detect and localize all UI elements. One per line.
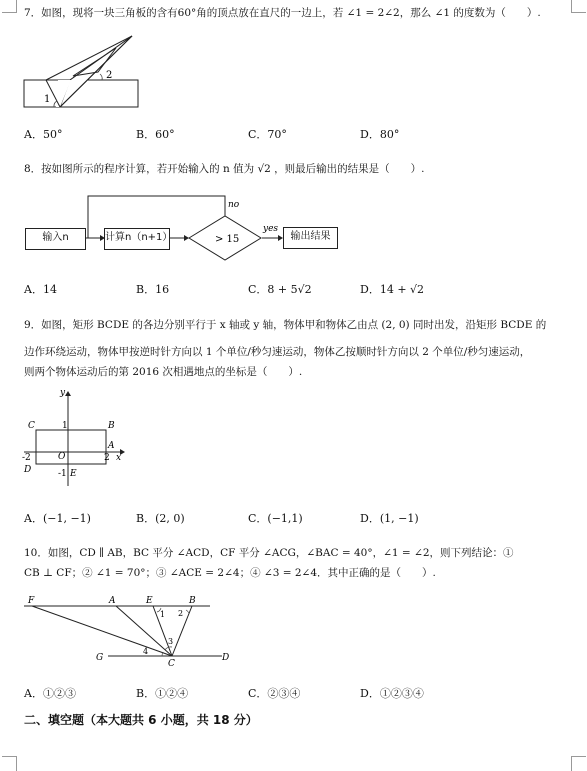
q10-angle-1: 1 bbox=[160, 610, 166, 619]
q10-point-g: G bbox=[96, 653, 104, 663]
q10-stem-line2: CB ⊥ CF；② ∠1 = 70°；③ ∠ACE = 2∠4；④ ∠3 = 2∠4．其中正确的是（ ）. bbox=[24, 567, 436, 579]
q9-tick-1: 1 bbox=[62, 421, 68, 431]
q10-geometry-figure bbox=[20, 590, 240, 670]
corner-mark-bottom-right bbox=[571, 756, 586, 771]
q9-point-a: A bbox=[108, 441, 115, 451]
q9-point-c: C bbox=[28, 421, 35, 431]
q9-option-b[interactable]: B．(2, 0) bbox=[136, 512, 185, 525]
q9-y-label: y bbox=[60, 388, 66, 398]
q7-label-1: 1 bbox=[44, 94, 51, 105]
q7-triangle-ruler-figure bbox=[20, 26, 150, 116]
section-2-heading: 二、填空题（本大题共 6 小题，共 18 分） bbox=[24, 713, 258, 727]
q10-angle-3: 3 bbox=[168, 637, 174, 646]
q10-option-a[interactable]: A．①②③ bbox=[24, 687, 76, 700]
q8-output-box: 输出结果 bbox=[283, 227, 338, 249]
q10-point-b: B bbox=[189, 596, 196, 606]
q9-coordinate-graph bbox=[20, 388, 130, 488]
q9-stem-line1: 9．如图，矩形 BCDE 的各边分别平行于 x 轴或 y 轴，物体甲和物体乙由点 (2, 0) 同时出发，沿矩形 BCDE 的 bbox=[24, 319, 547, 331]
q9-option-d[interactable]: D．(1, −1) bbox=[360, 512, 419, 525]
q9-tick-2: 2 bbox=[104, 453, 110, 463]
q9-tick-neg1: -1 bbox=[58, 469, 67, 479]
q9-tick-neg2: -2 bbox=[22, 453, 31, 463]
q9-stem-line2: 边作环绕运动，物体甲按逆时针方向以 1 个单位/秒匀速运动，物体乙按顺时针方向以 2 个单位/秒匀速运动， bbox=[24, 346, 531, 358]
q8-no-label: no bbox=[228, 200, 240, 210]
q7-option-a[interactable]: A．50° bbox=[24, 128, 63, 141]
q10-option-d[interactable]: D．①②③④ bbox=[360, 687, 424, 700]
q7-option-d[interactable]: D．80° bbox=[360, 128, 400, 141]
q8-condition-text: > 15 bbox=[215, 234, 240, 245]
q10-point-e: E bbox=[146, 596, 153, 606]
corner-mark-bottom-left bbox=[2, 756, 17, 771]
q9-x-label: x bbox=[116, 453, 122, 463]
q10-point-a: A bbox=[109, 596, 116, 606]
corner-mark-top-right bbox=[571, 0, 586, 13]
q10-angle-2: 2 bbox=[178, 609, 184, 618]
q10-point-c: C bbox=[168, 659, 175, 669]
q8-input-box: 输入n bbox=[25, 228, 86, 250]
corner-mark-top-left bbox=[2, 0, 17, 13]
q7-stem: 7．如图，现将一块三角板的含有60°角的顶点放在直尺的一边上，若 ∠1 = 2∠2，那么 ∠1 的度数为（ ）. bbox=[24, 7, 541, 19]
q10-option-b[interactable]: B．①②④ bbox=[136, 687, 189, 700]
q7-option-b[interactable]: B．60° bbox=[136, 128, 175, 141]
q9-point-d: D bbox=[24, 465, 32, 475]
q9-option-a[interactable]: A．(−1, −1) bbox=[24, 512, 91, 525]
q9-point-e: E bbox=[70, 469, 77, 479]
q7-label-2: 2 bbox=[106, 70, 113, 81]
q8-option-b[interactable]: B．16 bbox=[136, 283, 170, 296]
q9-stem-line3: 则两个物体运动后的第 2016 次相遇地点的坐标是（ ）. bbox=[24, 366, 303, 378]
q10-angle-4: 4 bbox=[143, 647, 149, 656]
q8-option-c[interactable]: C．8 + 5√2 bbox=[248, 283, 312, 296]
q9-origin-label: O bbox=[58, 452, 66, 462]
q8-option-d[interactable]: D．14 + √2 bbox=[360, 283, 425, 296]
q10-option-c[interactable]: C．②③④ bbox=[248, 687, 301, 700]
q8-stem: 8．按如图所示的程序计算，若开始输入的 n 值为 √2 ，则最后输出的结果是（ ）. bbox=[24, 163, 425, 175]
q10-point-f: F bbox=[28, 596, 35, 606]
q8-compute-box: 计算n（n+1） bbox=[104, 228, 170, 250]
q7-option-c[interactable]: C．70° bbox=[248, 128, 287, 141]
q8-yes-label: yes bbox=[263, 224, 279, 234]
q9-point-b: B bbox=[108, 421, 115, 431]
q9-option-c[interactable]: C．(−1,1) bbox=[248, 512, 303, 525]
q10-stem-line1: 10．如图，CD ∥ AB，BC 平分 ∠ACD，CF 平分 ∠ACG，∠BAC = 40°，∠1 = ∠2，则下列结论：① bbox=[24, 547, 514, 559]
q8-option-a[interactable]: A．14 bbox=[24, 283, 57, 296]
q10-point-d: D bbox=[222, 653, 230, 663]
